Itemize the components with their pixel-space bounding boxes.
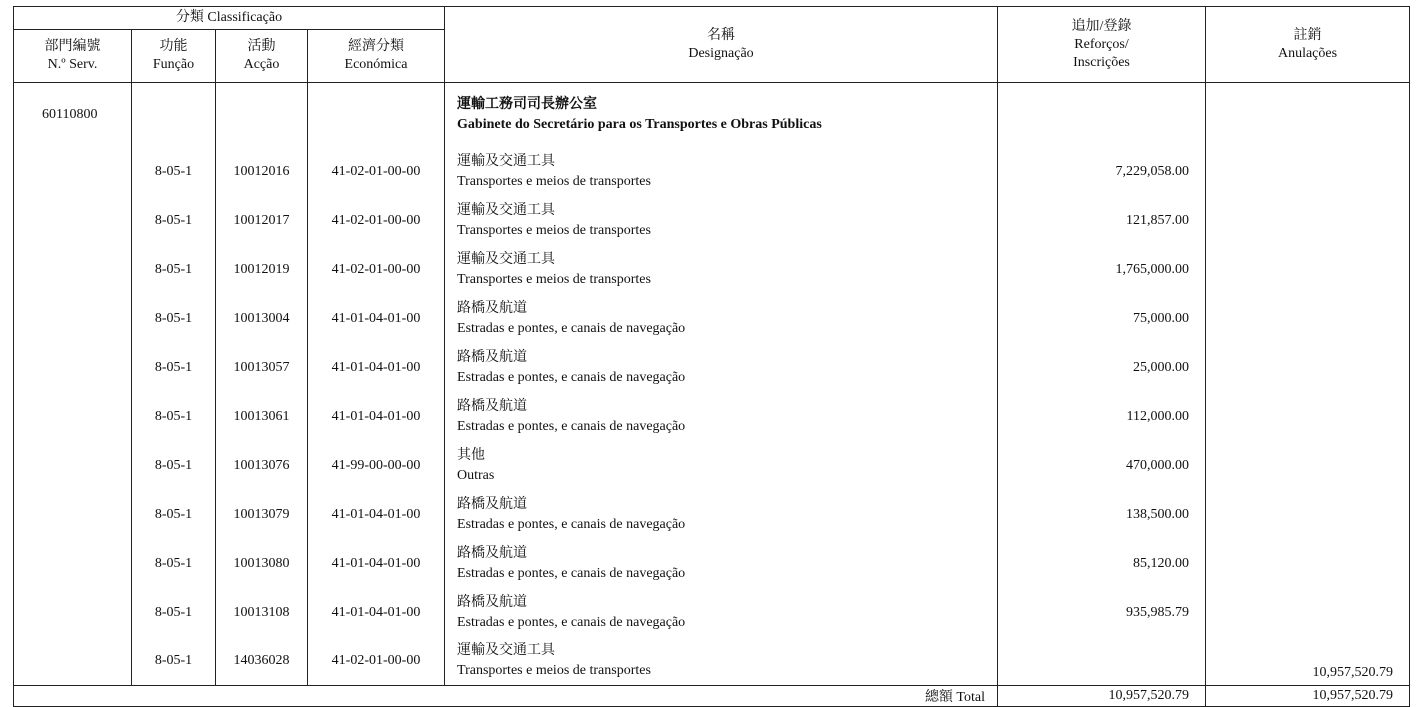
table-row (14, 294, 1410, 343)
classification-header (14, 7, 445, 30)
table-row (14, 245, 1410, 294)
designacao-cell (445, 343, 998, 392)
reforcos-header (998, 7, 1206, 83)
serv-cell (14, 441, 132, 490)
reforco-cell: 470,000.00 (998, 441, 1206, 490)
accao-cell: 10012017 (216, 196, 308, 245)
serv-header (14, 30, 132, 83)
reforco-cell: 138,500.00 (998, 490, 1206, 539)
accao-cell: 10013108 (216, 588, 308, 637)
budget-table (13, 6, 1410, 707)
economica-cell: 41-01-04-01-00 (308, 539, 445, 588)
designacao-pt: Transportes e meios de transportes (457, 271, 651, 287)
funcao-cell: 8-05-1 (132, 588, 216, 637)
serv-header-pt: N.º Serv. (47, 57, 98, 72)
economica-cell: 41-02-01-00-00 (308, 637, 445, 686)
accao-cell: 10013076 (216, 441, 308, 490)
service-row (14, 89, 1410, 141)
designacao-zh: 路橋及航道 (457, 496, 528, 512)
reforco-cell: 935,985.79 (998, 588, 1206, 637)
economica-cell: 41-01-04-01-00 (308, 343, 445, 392)
accao-header-zh: 活動 (247, 39, 276, 54)
serv-cell (14, 147, 132, 196)
table-row (14, 343, 1410, 392)
serv-cell (14, 637, 132, 686)
designacao-pt: Estradas e pontes, e canais de navegação (457, 565, 686, 581)
anulacao-cell (1206, 294, 1410, 343)
table-row (14, 441, 1410, 490)
service-number: 60110800 (14, 89, 132, 141)
designacao-zh: 路橋及航道 (457, 594, 528, 610)
designacao-zh: 其他 (457, 447, 486, 463)
service-name-zh: 運輸工務司司長辦公室 (457, 97, 598, 112)
designacao-cell (445, 294, 998, 343)
accao-cell: 10013080 (216, 539, 308, 588)
designacao-cell (445, 392, 998, 441)
serv-cell (14, 588, 132, 637)
funcao-cell: 8-05-1 (132, 490, 216, 539)
designacao-cell (445, 245, 998, 294)
reforco-cell: 121,857.00 (998, 196, 1206, 245)
reforco-cell: 1,765,000.00 (998, 245, 1206, 294)
funcao-cell: 8-05-1 (132, 343, 216, 392)
anulacao-cell (1206, 490, 1410, 539)
anulacao-cell (1206, 588, 1410, 637)
table-row (14, 588, 1410, 637)
anulacao-cell (1206, 343, 1410, 392)
serv-cell (14, 490, 132, 539)
economica-cell: 41-02-01-00-00 (308, 196, 445, 245)
funcao-cell: 8-05-1 (132, 392, 216, 441)
service-name-pt: Gabinete do Secretário para os Transportes e Obras Públicas (457, 117, 822, 132)
reforco-cell: 7,229,058.00 (998, 147, 1206, 196)
economica-header-pt: Económica (344, 57, 408, 72)
anulacao-cell (1206, 245, 1410, 294)
reforco-cell: 75,000.00 (998, 294, 1206, 343)
economica-cell: 41-02-01-00-00 (308, 245, 445, 294)
funcao-cell: 8-05-1 (132, 441, 216, 490)
designacao-header-zh: 名稱 (707, 27, 736, 43)
accao-cell: 10013061 (216, 392, 308, 441)
anulacao-cell (1206, 196, 1410, 245)
reforcos-header-pt1: Reforços/ (1074, 36, 1129, 52)
accao-cell: 10013004 (216, 294, 308, 343)
accao-cell: 10013079 (216, 490, 308, 539)
serv-cell (14, 539, 132, 588)
funcao-header-zh: 功能 (159, 39, 188, 54)
funcao-cell: 8-05-1 (132, 245, 216, 294)
anulacao-cell: 10,957,520.79 (1206, 637, 1410, 686)
anulacoes-header (1206, 7, 1410, 83)
designacao-pt: Outras (457, 467, 495, 483)
designacao-zh: 路橋及航道 (457, 545, 528, 561)
accao-cell: 10013057 (216, 343, 308, 392)
economica-cell: 41-01-04-01-00 (308, 392, 445, 441)
reforcos-header-pt2: Inscrições (1073, 54, 1130, 70)
designacao-cell (445, 637, 998, 686)
total-row (14, 686, 1410, 707)
designacao-pt: Estradas e pontes, e canais de navegação (457, 418, 686, 434)
table-row (14, 392, 1410, 441)
accao-cell: 10012019 (216, 245, 308, 294)
reforco-cell: 85,120.00 (998, 539, 1206, 588)
funcao-header (132, 30, 216, 83)
table-row (14, 147, 1410, 196)
table-row (14, 490, 1410, 539)
economica-cell: 41-01-04-01-00 (308, 294, 445, 343)
total-anulacoes: 10,957,520.79 (1206, 686, 1410, 707)
funcao-cell: 8-05-1 (132, 637, 216, 686)
designacao-pt: Estradas e pontes, e canais de navegação (457, 516, 686, 532)
classification-header-label: 分類 Classificação (175, 10, 283, 25)
accao-header (216, 30, 308, 83)
accao-cell: 14036028 (216, 637, 308, 686)
funcao-cell: 8-05-1 (132, 196, 216, 245)
anulacao-cell (1206, 392, 1410, 441)
funcao-cell: 8-05-1 (132, 147, 216, 196)
economica-header-zh: 經濟分類 (348, 39, 404, 54)
designacao-cell (445, 196, 998, 245)
reforcos-header-zh: 追加/登錄 (1071, 18, 1132, 34)
reforco-cell (998, 637, 1206, 686)
service-name (445, 89, 998, 141)
economica-cell: 41-01-04-01-00 (308, 490, 445, 539)
total-label: 總額 Total (14, 686, 998, 707)
designacao-zh: 路橋及航道 (457, 349, 528, 365)
table-row (14, 637, 1410, 686)
designacao-cell (445, 490, 998, 539)
economica-cell: 41-99-00-00-00 (308, 441, 445, 490)
serv-cell (14, 196, 132, 245)
designacao-header (445, 7, 998, 83)
serv-header-zh: 部門編號 (44, 39, 101, 54)
accao-cell: 10012016 (216, 147, 308, 196)
anulacoes-header-zh: 註銷 (1293, 27, 1322, 43)
designacao-pt: Estradas e pontes, e canais de navegação (457, 614, 686, 630)
designacao-pt: Estradas e pontes, e canais de navegação (457, 369, 686, 385)
designacao-zh: 運輸及交通工具 (457, 251, 556, 267)
designacao-cell (445, 539, 998, 588)
designacao-cell (445, 588, 998, 637)
designacao-header-pt: Designação (688, 45, 754, 61)
table-row (14, 539, 1410, 588)
designacao-cell (445, 147, 998, 196)
table-row (14, 196, 1410, 245)
anulacoes-header-pt: Anulações (1277, 45, 1338, 61)
serv-cell (14, 343, 132, 392)
reforco-cell: 25,000.00 (998, 343, 1206, 392)
serv-cell (14, 294, 132, 343)
designacao-pt: Estradas e pontes, e canais de navegação (457, 320, 686, 336)
designacao-zh: 路橋及航道 (457, 398, 528, 414)
anulacao-cell (1206, 147, 1410, 196)
accao-header-pt: Acção (243, 57, 280, 72)
serv-cell (14, 392, 132, 441)
designacao-pt: Transportes e meios de transportes (457, 222, 651, 238)
economica-cell: 41-02-01-00-00 (308, 147, 445, 196)
designacao-pt: Transportes e meios de transportes (457, 663, 651, 678)
total-reforcos: 10,957,520.79 (998, 686, 1206, 707)
designacao-zh: 運輸及交通工具 (457, 643, 556, 658)
reforco-cell: 112,000.00 (998, 392, 1206, 441)
anulacao-cell (1206, 441, 1410, 490)
funcao-cell: 8-05-1 (132, 294, 216, 343)
designacao-zh: 運輸及交通工具 (457, 202, 556, 218)
designacao-zh: 運輸及交通工具 (457, 153, 556, 169)
economica-cell: 41-01-04-01-00 (308, 588, 445, 637)
funcao-cell: 8-05-1 (132, 539, 216, 588)
designacao-zh: 路橋及航道 (457, 300, 528, 316)
designacao-cell (445, 441, 998, 490)
anulacao-cell (1206, 539, 1410, 588)
funcao-header-pt: Função (152, 57, 195, 72)
economica-header (308, 30, 445, 83)
designacao-pt: Transportes e meios de transportes (457, 173, 651, 189)
serv-cell (14, 245, 132, 294)
